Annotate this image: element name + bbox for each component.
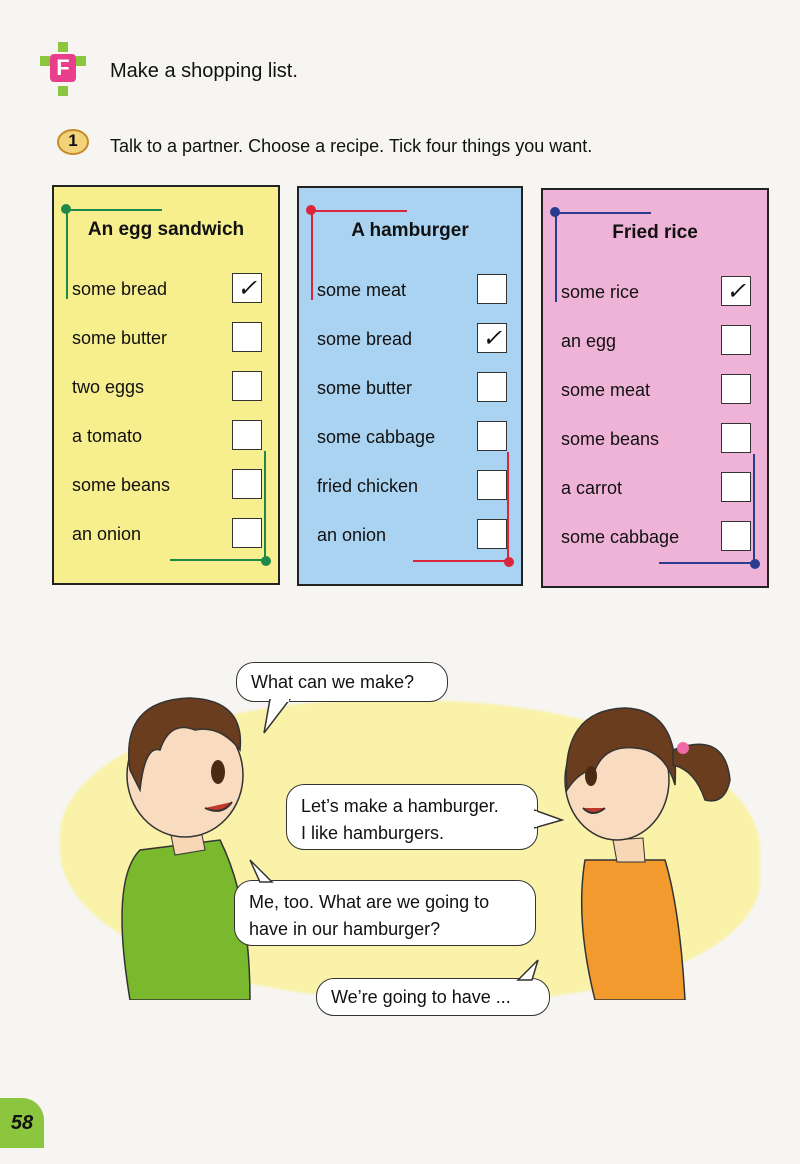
ingredient-label: an egg	[561, 331, 617, 351]
tick-checkbox[interactable]	[477, 421, 507, 451]
speech-tail	[514, 958, 544, 982]
tick-checkbox[interactable]	[232, 469, 262, 499]
ingredient-label: an onion	[317, 525, 387, 545]
ingredient-row	[317, 421, 507, 455]
recipe-title: A hamburger	[351, 220, 469, 241]
speech-tail	[246, 858, 276, 884]
ingredient-row	[317, 323, 507, 357]
step-number: 1	[68, 131, 78, 150]
tick-checkbox[interactable]	[721, 472, 751, 502]
instruction-text: Talk to a partner. Choose a recipe. Tick four things you want.	[110, 136, 593, 156]
speech-text: We’re going to have ...	[331, 987, 511, 1007]
ingredient-row	[72, 371, 262, 405]
ingredient-row	[72, 420, 262, 454]
ingredient-label: some cabbage	[317, 427, 436, 447]
tick-checkbox[interactable]	[232, 322, 262, 352]
ingredient-label: a carrot	[561, 478, 623, 498]
speech-bubble-boy-1	[236, 662, 448, 702]
boy-illustration	[100, 680, 260, 1000]
tick-checkbox[interactable]	[477, 519, 507, 549]
step-badge	[56, 128, 90, 156]
ingredient-row	[72, 322, 262, 356]
tick-checkbox[interactable]	[477, 470, 507, 500]
recipe-card-fried-rice	[541, 188, 769, 588]
recipe-title: Fried rice	[612, 222, 698, 243]
ingredient-row	[317, 519, 507, 553]
speech-text: I like hamburgers.	[301, 823, 445, 843]
ingredient-label: some butter	[317, 378, 413, 398]
ingredient-row	[72, 273, 262, 307]
speech-text: Me, too. What are we going to	[249, 892, 490, 912]
ingredient-row	[317, 372, 507, 406]
ingredient-row	[561, 374, 751, 408]
ingredient-row	[561, 276, 751, 310]
tick-checkbox[interactable]	[232, 518, 262, 548]
speech-tail	[534, 806, 564, 836]
ingredient-row	[561, 472, 751, 506]
speech-bubble-girl-1	[286, 784, 538, 850]
ingredient-label: some beans	[561, 429, 660, 449]
recipe-title: An egg sandwich	[87, 219, 245, 240]
tick-checkbox[interactable]	[721, 521, 751, 551]
ingredient-label: a tomato	[72, 426, 143, 446]
tick-checkbox[interactable]	[721, 325, 751, 355]
ingredient-label: some butter	[72, 328, 168, 348]
tick-checkbox[interactable]: ✓	[477, 323, 507, 353]
speech-text: What can we make?	[251, 672, 415, 692]
girl-illustration	[555, 690, 745, 1000]
speech-bubble-girl-2	[316, 978, 550, 1016]
ingredient-row	[72, 469, 262, 503]
speech-text: have in our hamburger?	[249, 919, 441, 939]
tick-checkbox[interactable]: ✓	[232, 273, 262, 303]
ingredient-row	[561, 423, 751, 457]
ingredient-label: some beans	[72, 475, 171, 495]
ingredient-label: some bread	[72, 279, 168, 299]
speech-text: Let’s make a hamburger.	[301, 796, 499, 816]
ingredient-row	[317, 470, 507, 504]
recipe-card-hamburger	[297, 186, 523, 586]
ingredient-label: fried chicken	[317, 476, 419, 496]
tick-checkbox[interactable]	[721, 374, 751, 404]
ingredient-row	[317, 274, 507, 308]
ingredient-label: some rice	[561, 282, 640, 302]
page-number: 58	[0, 1098, 44, 1148]
section-f-badge	[40, 42, 86, 98]
section-letter: F	[50, 54, 76, 82]
ingredient-label: some cabbage	[561, 527, 680, 547]
ingredient-label: two eggs	[72, 377, 145, 397]
ingredient-label: some meat	[561, 380, 651, 400]
tick-checkbox[interactable]	[232, 420, 262, 450]
ingredient-row	[561, 521, 751, 555]
tick-checkbox[interactable]	[232, 371, 262, 401]
tick-checkbox[interactable]	[477, 274, 507, 304]
speech-bubble-boy-2	[234, 880, 536, 946]
speech-tail	[260, 699, 300, 735]
recipe-card-egg-sandwich	[52, 185, 280, 585]
section-title: Make a shopping list.	[110, 60, 298, 82]
ingredient-label: some meat	[317, 280, 407, 300]
tick-checkbox[interactable]: ✓	[721, 276, 751, 306]
tick-checkbox[interactable]	[477, 372, 507, 402]
ingredient-label: an onion	[72, 524, 142, 544]
ingredient-row	[561, 325, 751, 359]
tick-checkbox[interactable]	[721, 423, 751, 453]
ingredient-label: some bread	[317, 329, 413, 349]
ingredient-row	[72, 518, 262, 552]
